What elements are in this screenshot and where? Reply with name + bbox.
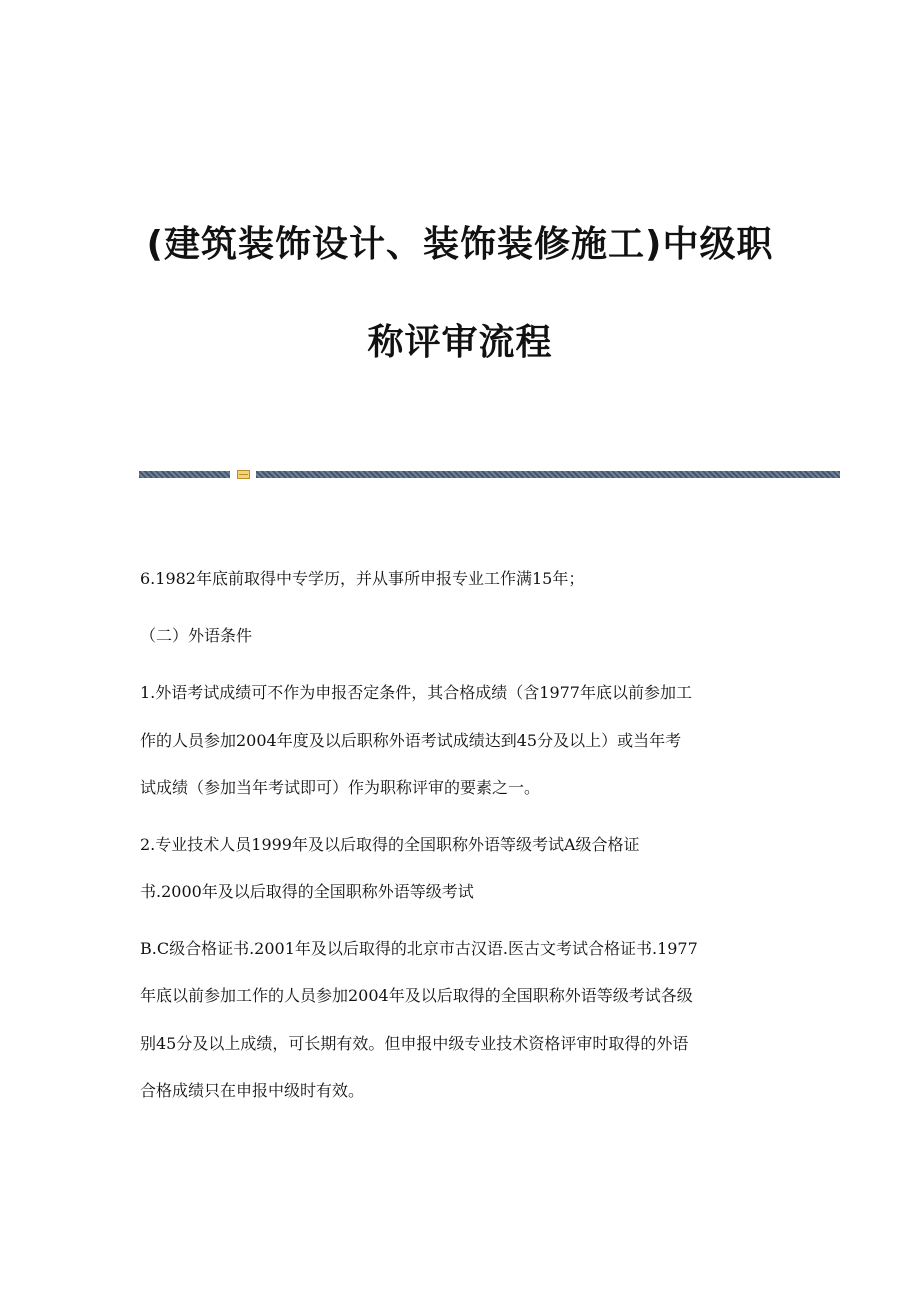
body-line: 年底以前参加工作的人员参加2004年及以后取得的全国职称外语等级考试各级 xyxy=(140,986,693,1005)
envelope-icon xyxy=(237,470,250,479)
body-line: 作的人员参加2004年度及以后职称外语考试成绩达到45分及以上）或当年考 xyxy=(140,731,682,750)
body-line: 1.外语考试成绩可不作为申报否定条件，其合格成绩（含1977年底以前参加工 xyxy=(140,683,692,702)
body-line: 书.2000年及以后取得的全国职称外语等级考试 xyxy=(140,882,474,901)
body-line: 2.专业技术人员1999年及以后取得的全国职称外语等级考试A级合格证 xyxy=(140,835,640,854)
document-title-line-1: (建筑装饰设计、装饰装修施工)中级职 xyxy=(146,224,774,265)
document-title-line-2: 称评审流程 xyxy=(367,322,553,363)
decorative-divider xyxy=(139,470,840,479)
body-line: 6.1982年底前取得中专学历，并从事所申报专业工作满15年； xyxy=(140,569,585,588)
body-line: 合格成绩只在申报中级时有效。 xyxy=(140,1081,365,1100)
body-line: B.C级合格证书.2001年及以后取得的北京市古汉语.医古文考试合格证书.1977 xyxy=(140,939,698,958)
body-line: 别45分及以上成绩，可长期有效。但申报中级专业技术资格评审时取得的外语 xyxy=(140,1034,689,1053)
body-line: 试成绩（参加当年考试即可）作为职称评审的要素之一。 xyxy=(140,778,541,797)
divider-bar-right xyxy=(256,471,840,478)
divider-bar-left xyxy=(139,471,230,478)
section-heading: （二）外语条件 xyxy=(140,626,253,645)
